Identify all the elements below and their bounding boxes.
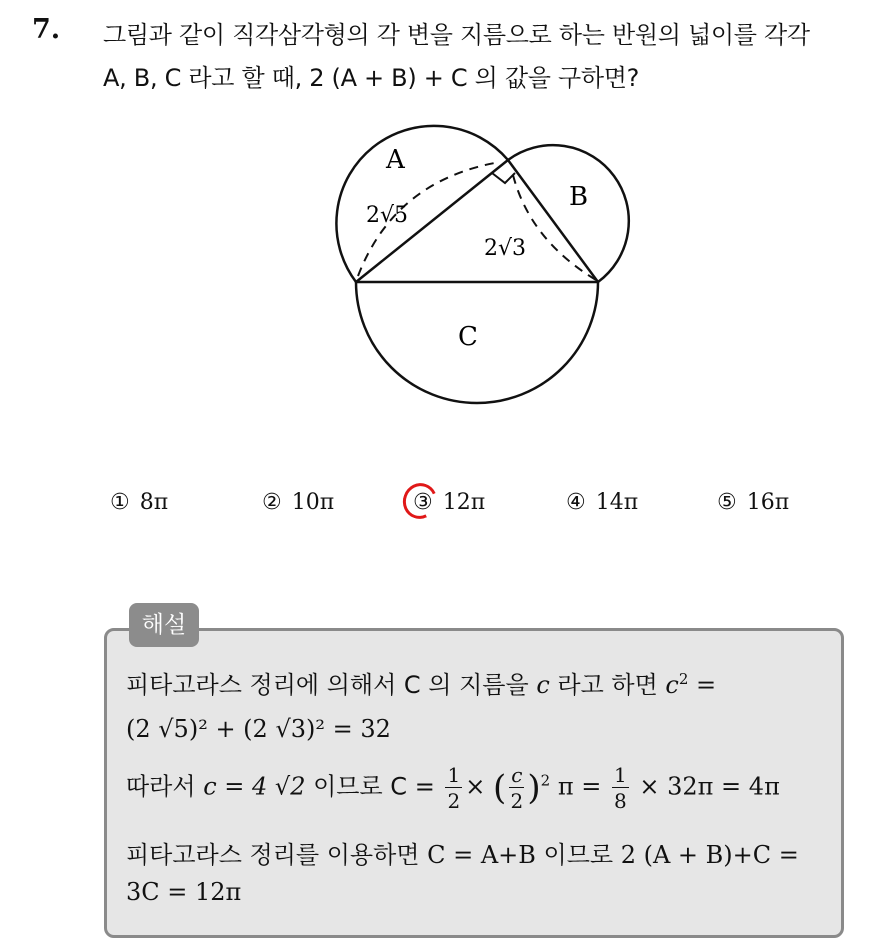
- question-text-line-2: A, B, C 라고 할 때, 2 (A + B) + C 의 값을 구하면?: [103, 64, 640, 92]
- label-side-2: 2√3: [484, 236, 527, 261]
- question-number: 7.: [32, 14, 61, 45]
- label-a: A: [386, 145, 405, 175]
- choice-1[interactable]: ① 8π: [110, 490, 169, 515]
- label-c: C: [458, 322, 478, 352]
- choice-3[interactable]: ③ 12π: [413, 490, 486, 515]
- choice-4[interactable]: ④ 14π: [566, 490, 639, 515]
- semicircle-a: [336, 126, 508, 282]
- solution-line-5: 3C = 12π: [126, 878, 242, 906]
- solution-tab: 해설: [129, 603, 199, 647]
- choice-5[interactable]: ⑤ 16π: [717, 490, 790, 515]
- solution-line-4: 피타고라스 정리를 이용하면 C = A+B 이므로 2 (A + B)+C =: [126, 841, 799, 869]
- solution-line-3: 따라서 c = 4 √2 이므로 C = $\frac{1}{2}$ × ( $\frac{c}{2}$ )$^2$ π = $\frac{1}{8}$ × 32π = 4π: [126, 763, 780, 813]
- leg-right: [508, 160, 598, 282]
- question-text-line-1: 그림과 같이 직각삼각형의 각 변을 지름으로 하는 반원의 넓이를 각각: [103, 21, 810, 49]
- geometry-figure: [300, 120, 640, 420]
- right-angle-mark: [492, 173, 515, 183]
- solution-line-2: (2 √5)² + (2 √3)² = 32: [126, 715, 391, 743]
- solution-line-1: 피타고라스 정리에 의해서 C 의 지름을 c 라고 하면 $c^2$ =: [126, 670, 717, 699]
- choice-2[interactable]: ② 10π: [262, 490, 335, 515]
- label-b: B: [569, 182, 589, 212]
- label-side-1: 2√5: [366, 203, 409, 228]
- answer-choices: [0, 490, 884, 530]
